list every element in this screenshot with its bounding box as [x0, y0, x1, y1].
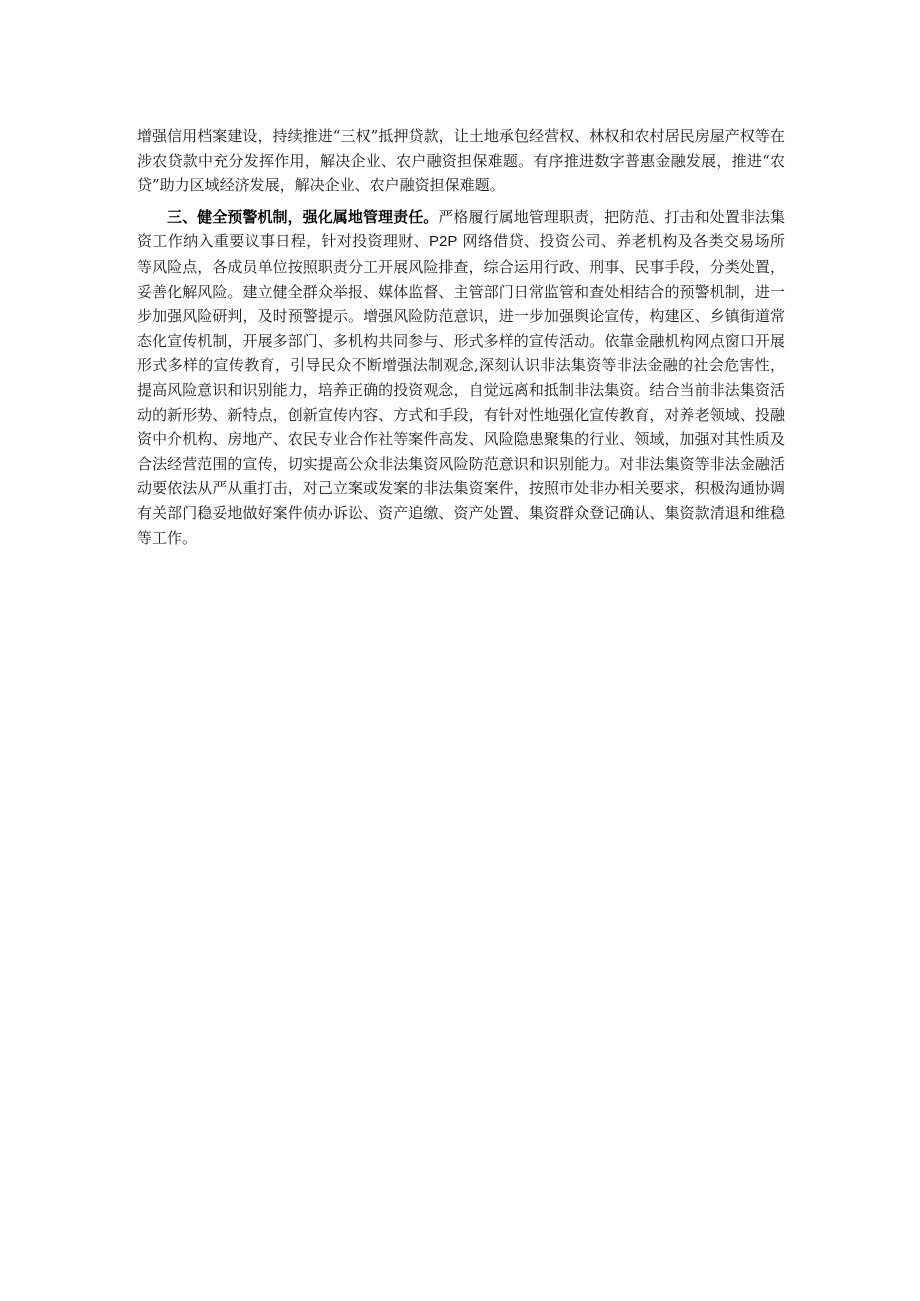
- paragraph-early-warning: [137, 205, 785, 550]
- paragraph-1-text: 增强信用档案建设，持续推进“三权”抵押贷款，让土地承包经营权、林权和农村居民房屋产权等在涉农贷款中充分发挥作用，解决企业、农户融资担保难题。有序推进数字普惠金融发展，推进“农贷”助力区域经济发展，解决企业、农户融资担保难题。: [137, 127, 785, 195]
- paragraph-2-text-start: 严格履行属地管理职责，把防范、打击和处置非法集资工作纳入重要议事日程，针对投资理财、: [137, 207, 785, 251]
- paragraph-credit-archives: [137, 124, 785, 198]
- p2p-term: P2P: [429, 233, 458, 251]
- section-heading: 三、健全预警机制，强化属地管理责任。: [167, 207, 439, 226]
- document-body: [137, 124, 785, 550]
- paragraph-2-text-rest: 网络借贷、投资公司、养老机构及各类交易场所等风险点，各成员单位按照职责分工开展风险排查，综合运用行政、刑事、民事手段，分类处置，妥善化解风险。建立健全群众举报、媒体监督、主管部门日常监管和查处相结合的预警机制，进一步加强风险研判，及时预警提示。增强风险防范意识，进一步加强舆论宣传，构建区、乡镇街道常态化宣传机制，开展多部门、多机构共同参与、形式多样的宣传活动。依靠金融机构网点窗口开展形式多样的宣传教育，引导民众不断增强法制观念,深刻认识非法集资等非法金融的社会危害性，提高风险意识和识别能力，培养正确的投资观念，自觉远离和抵制非法集资。结合当前非法集资活动的新形势、新特点，创新宣传内容、方式和手段，有针对性地强化宣传教育，对养老领域、投融资中介机构、房地产、农民专业合作社等案件高发、风险隐患聚集的行业、领域，加强对其性质及合法经营范围的宣传，切实提高公众非法集资风险防范意识和识别能力。对非法集资等非法金融活动要依法从严从重打击，对己立案或发案的非法集资案件，按照市处非办相关要求，积极沟通协调有关部门稳妥地做好案件侦办诉讼、资产追缴、资产处置、集资群众登记确认、集资款清退和维稳等工作。: [137, 232, 785, 547]
- paragraph-spacer: [137, 198, 785, 205]
